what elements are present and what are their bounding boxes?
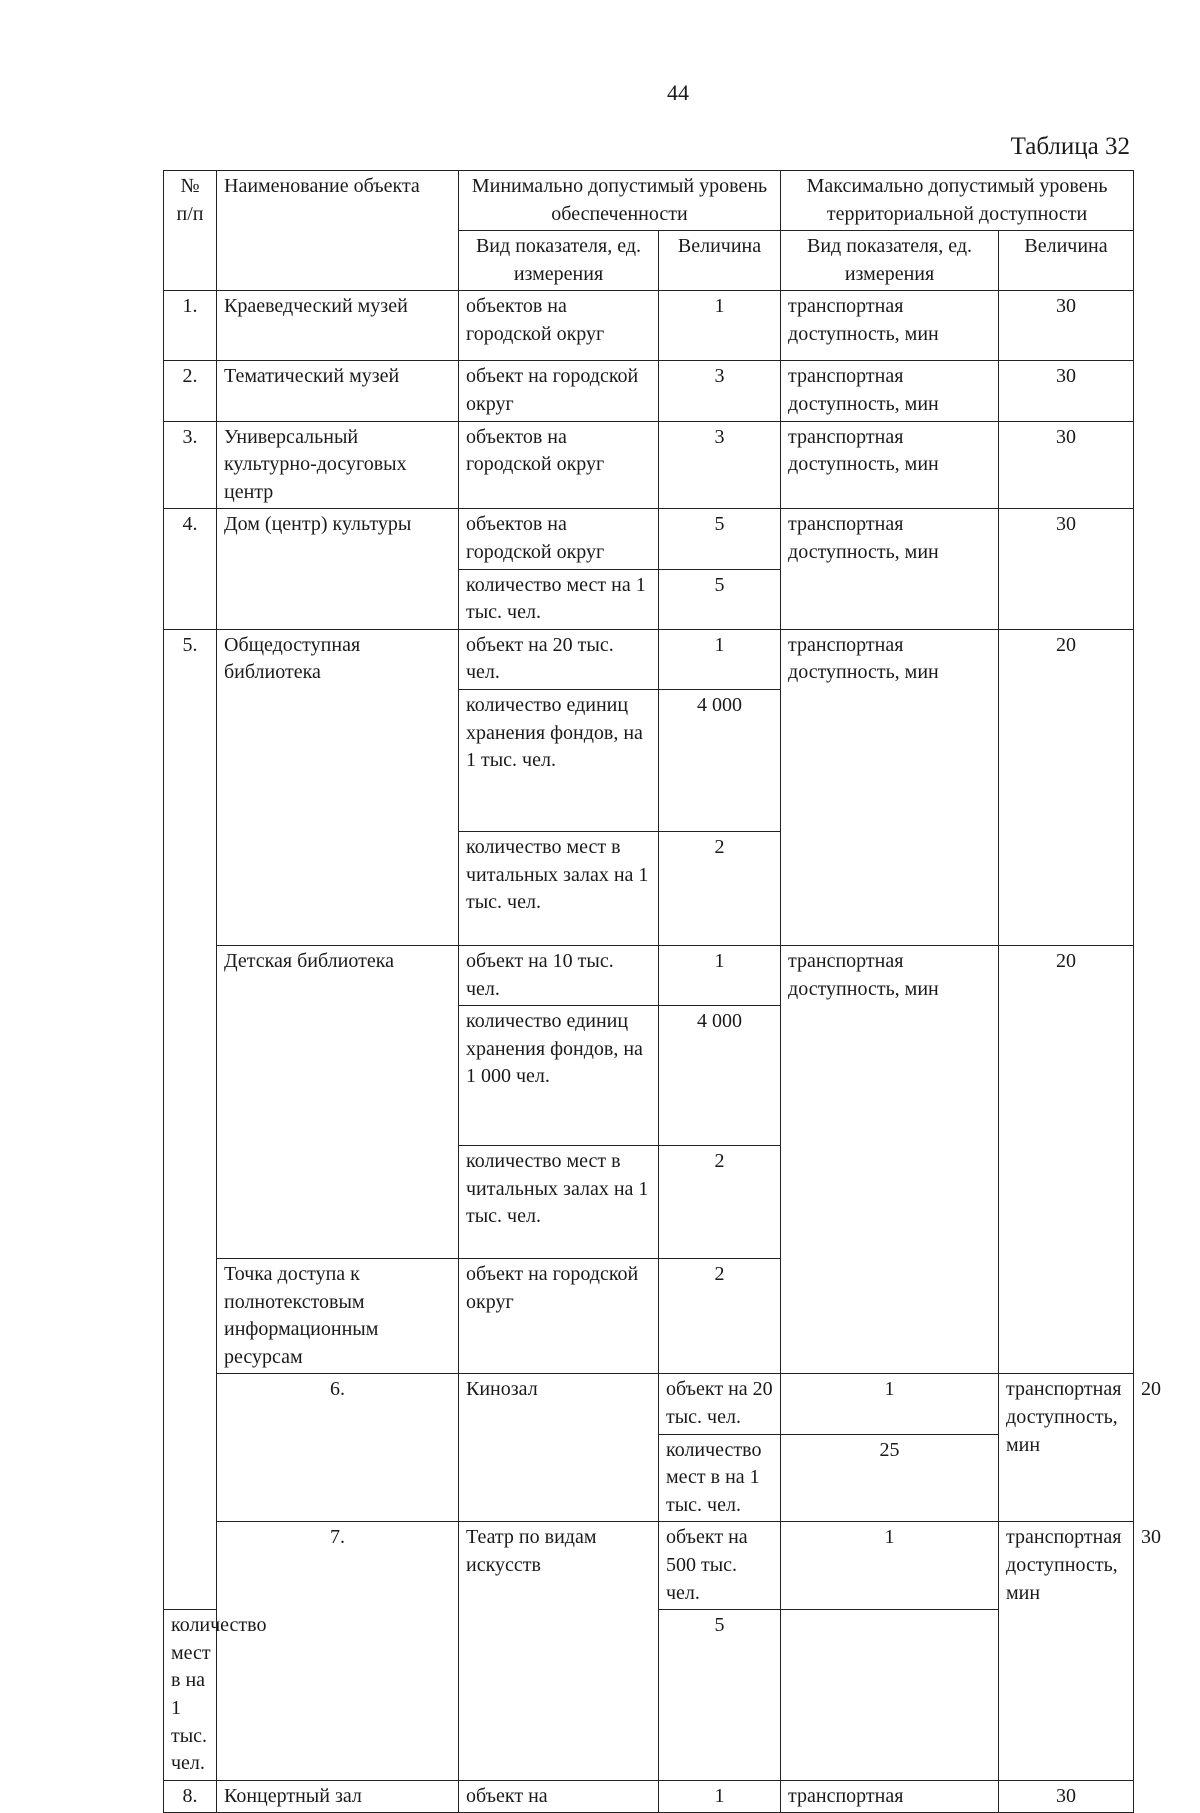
indicator: количество единиц хранения фондов, на 1 000 чел. xyxy=(459,1006,659,1146)
access-indicator: транспортная доступность, мин xyxy=(781,945,999,1374)
object-name: Концертный зал xyxy=(217,1780,459,1813)
table-row xyxy=(164,291,1134,361)
indicator: объектов на городской округ xyxy=(459,509,659,569)
row-number: 5. xyxy=(164,629,217,1610)
access-value: 30 xyxy=(999,421,1134,509)
indicator-value: 2 xyxy=(659,1259,781,1374)
indicator-value: 1 xyxy=(781,1522,999,1610)
indicator: объектов на городской округ xyxy=(459,291,659,361)
access-indicator: транспортная доступность, мин xyxy=(781,291,999,361)
object-name: Краеведческий музей xyxy=(217,291,459,361)
indicator: объект на xyxy=(459,1780,659,1813)
indicator-value: 2 xyxy=(659,831,781,945)
access-value: 20 xyxy=(999,629,1134,945)
access-value: 30 xyxy=(999,509,1134,629)
indicator: количество мест в читальных залах на 1 тыс. чел. xyxy=(459,831,659,945)
row-number: 6. xyxy=(217,1374,459,1522)
header-min-group: Минимально допустимый уровень обеспеченности xyxy=(459,171,781,231)
indicator-value: 5 xyxy=(659,509,781,569)
row-number: 7. xyxy=(217,1522,459,1780)
access-value: 30 xyxy=(999,361,1134,421)
object-name: Точка доступа к полнотекстовым информационным ресурсам xyxy=(217,1259,459,1374)
table-row xyxy=(164,945,1134,1005)
header-name: Наименование объекта xyxy=(217,171,459,291)
row-number: 4. xyxy=(164,509,217,629)
indicator-value: 5 xyxy=(659,1610,781,1781)
access-indicator: транспортная xyxy=(781,1780,999,1813)
table-row xyxy=(164,629,1134,689)
table-row: 6. Кинозал объект на 20 тыс. чел. 1 транспортная доступность, мин 20 xyxy=(164,1374,1134,1434)
access-indicator: транспортная доступность, мин xyxy=(781,361,999,421)
access-value: 20 xyxy=(999,945,1134,1374)
indicator-value: 1 xyxy=(659,945,781,1005)
access-indicator: транспортная доступность, мин xyxy=(999,1522,1134,1780)
indicator: количество мест в читальных залах на 1 тыс. чел. xyxy=(459,1146,659,1259)
indicator-value: 3 xyxy=(659,421,781,509)
row-number: 2. xyxy=(164,361,217,421)
indicator: объект на 500 тыс. чел. xyxy=(659,1522,781,1610)
indicator: количество мест на 1 тыс. чел. xyxy=(459,569,659,629)
header-max-group: Максимально допустимый уровень территориальной доступности xyxy=(781,171,1134,231)
indicator-value: 1 xyxy=(781,1374,999,1434)
object-name: Театр по видам искусств xyxy=(459,1522,659,1780)
page-number: 44 xyxy=(667,80,689,105)
indicator: объект на 10 тыс. чел. xyxy=(459,945,659,1005)
indicator: объект на городской округ xyxy=(459,1259,659,1374)
access-value: 30 xyxy=(999,1780,1134,1813)
indicator: объектов на городской округ xyxy=(459,421,659,509)
indicator-value: 25 xyxy=(781,1434,999,1522)
object-name: Тематический музей xyxy=(217,361,459,421)
object-name: Общедоступная библиотека xyxy=(217,629,459,945)
indicator-value: 4 000 xyxy=(659,1006,781,1146)
header-value-min: Величина xyxy=(659,231,781,291)
indicator-value: 1 xyxy=(659,629,781,689)
table-header-row xyxy=(164,171,1134,231)
row-number: 8. xyxy=(164,1780,217,1813)
indicator: объект на 20 тыс. чел. xyxy=(459,629,659,689)
header-num: № п/п xyxy=(164,171,217,291)
table-row xyxy=(164,421,1134,509)
indicator: количество единиц хранения фондов, на 1 тыс. чел. xyxy=(459,689,659,831)
standards-table xyxy=(163,170,1162,1813)
header-kind-min: Вид показателя, ед. измерения xyxy=(459,231,659,291)
indicator: объект на 20 тыс. чел. xyxy=(659,1374,781,1434)
indicator-value: 5 xyxy=(659,569,781,629)
indicator-value: 2 xyxy=(659,1146,781,1259)
object-name: Кинозал xyxy=(459,1374,659,1522)
header-value-max: Величина xyxy=(999,231,1134,291)
indicator-value: 1 xyxy=(659,291,781,361)
object-name: Детская библиотека xyxy=(217,945,459,1258)
table-row: 7. Театр по видам искусств объект на 500 тыс. чел. 1 транспортная доступность, мин 30 xyxy=(164,1522,1134,1610)
indicator-value: 1 xyxy=(659,1780,781,1813)
table-caption: Таблица 32 xyxy=(1010,133,1130,160)
access-indicator: транспортная доступность, мин xyxy=(781,509,999,629)
indicator-value: 4 000 xyxy=(659,689,781,831)
table-row xyxy=(164,1780,1134,1813)
access-indicator: транспортная доступность, мин xyxy=(781,629,999,945)
row-number: 1. xyxy=(164,291,217,361)
indicator: количество мест в на 1 тыс. чел. xyxy=(659,1434,781,1522)
row-number: 3. xyxy=(164,421,217,509)
access-value: 30 xyxy=(999,291,1134,361)
header-kind-max: Вид показателя, ед. измерения xyxy=(781,231,999,291)
object-name: Универсальный культурно-досуговых центр xyxy=(217,421,459,509)
table-row xyxy=(164,361,1134,421)
access-indicator: транспортная доступность, мин xyxy=(781,421,999,509)
table-row xyxy=(164,509,1134,569)
indicator: количество мест в на 1 тыс. чел. xyxy=(164,1610,217,1781)
access-indicator: транспортная доступность, мин xyxy=(999,1374,1134,1522)
indicator-value: 3 xyxy=(659,361,781,421)
object-name: Дом (центр) культуры xyxy=(217,509,459,629)
indicator: объект на городской округ xyxy=(459,361,659,421)
